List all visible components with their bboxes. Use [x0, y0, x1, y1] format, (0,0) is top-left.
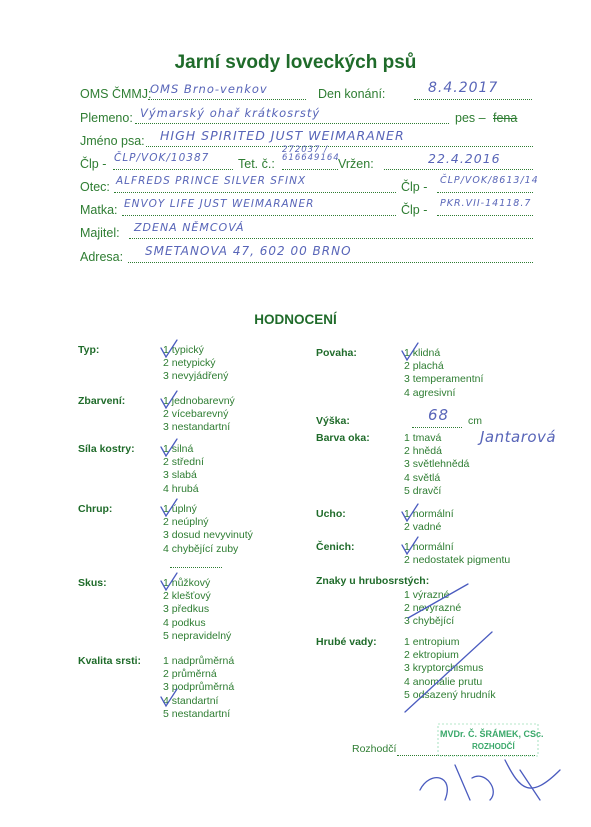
- name-label: Jméno psa:: [80, 134, 145, 148]
- eye-color-note: Jantarová: [480, 428, 557, 446]
- option[interactable]: 3 slabá: [163, 469, 197, 482]
- option[interactable]: 4 chybějící zuby: [163, 542, 239, 555]
- option[interactable]: 1 normální: [404, 508, 454, 520]
- option[interactable]: 5 nestandartní: [163, 707, 231, 720]
- clp-value: ČLP/VOK/10387: [114, 152, 210, 164]
- srst-label: Kvalita srsti:: [78, 655, 142, 667]
- option[interactable]: 1 jednobarevný: [163, 395, 235, 407]
- option[interactable]: 2 střední: [163, 456, 204, 469]
- option[interactable]: 4 anomálie prutu: [404, 675, 483, 688]
- signature: [420, 760, 560, 800]
- option[interactable]: 2 klešťový: [163, 590, 211, 603]
- check-mark-icon: [161, 689, 177, 706]
- option[interactable]: 1 normální: [404, 541, 454, 553]
- father-clp-label: Člp -: [401, 180, 428, 194]
- form-title: Jarní svody loveckých psů: [174, 52, 417, 73]
- address-value: SMETANOVA 47, 602 00 BRNO: [145, 244, 352, 258]
- option[interactable]: 1 tmavá: [404, 432, 442, 444]
- option[interactable]: 4 standartní: [163, 694, 219, 707]
- typ-label: Typ:: [78, 344, 100, 356]
- father-value: ALFREDS PRINCE SILVER SFINX: [116, 175, 307, 187]
- option[interactable]: 4 podkus: [163, 616, 206, 629]
- judge-stamp-title: ROZHODČÍ: [472, 742, 515, 751]
- option[interactable]: 3 nestandartní: [163, 421, 231, 434]
- section-title: HODNOCENÍ: [254, 312, 337, 327]
- skus-label: Skus:: [78, 577, 107, 589]
- cenich-label: Čenich:: [316, 541, 355, 553]
- breed-value: Výmarský ohař krátkosrstý: [140, 106, 321, 120]
- stamp-box: [438, 724, 538, 756]
- option[interactable]: 3 světlehnědá: [404, 458, 470, 471]
- tet-label: Tet. č.:: [238, 157, 275, 171]
- mother-value: ENVOY LIFE JUST WEIMARANER: [124, 198, 315, 210]
- father-clp-value: ČLP/VOK/8613/14: [440, 175, 539, 186]
- vady-label: Hrubé vady:: [316, 636, 377, 648]
- check-mark-icon: [161, 573, 177, 590]
- date-label: Den konání:: [318, 87, 386, 101]
- check-mark-icon: [161, 391, 177, 408]
- mother-clp-label: Člp -: [401, 203, 428, 217]
- option[interactable]: 2 ektropium: [404, 649, 459, 662]
- option[interactable]: 2 nedostatek pigmentu: [404, 554, 511, 567]
- check-mark-icon: [161, 499, 177, 516]
- judge-label: Rozhodčí: [352, 743, 397, 755]
- option[interactable]: 2 nevýrazné: [404, 602, 462, 615]
- fena-label: fena: [493, 111, 518, 125]
- option[interactable]: 1 entropium: [404, 636, 460, 648]
- option[interactable]: 2 hnědá: [404, 445, 442, 458]
- whelped-value: 22.4.2016: [428, 151, 501, 166]
- option[interactable]: 4 světlá: [404, 471, 441, 484]
- father-label: Otec:: [80, 180, 110, 194]
- vyska-label: Výška:: [316, 415, 350, 427]
- mother-label: Matka:: [80, 203, 118, 217]
- option[interactable]: 3 předkus: [163, 603, 210, 616]
- check-mark-icon: [402, 537, 418, 554]
- option[interactable]: 3 nevyjádřený: [163, 370, 229, 383]
- check-mark-icon: [402, 504, 418, 521]
- option[interactable]: 1 úplný: [163, 503, 197, 515]
- option[interactable]: 2 vadné: [404, 521, 442, 534]
- option[interactable]: 1 silná: [163, 443, 194, 455]
- option[interactable]: 3 kryptorchismus: [404, 662, 484, 675]
- option[interactable]: 4 agresivní: [404, 386, 456, 399]
- whelped-label: Vržen:: [338, 157, 374, 171]
- option[interactable]: 3 chybějící: [404, 615, 455, 628]
- judge-stamp-name: MVDr. Č. ŠRÁMEK, CSc.: [440, 729, 544, 739]
- option[interactable]: 5 nepravidelný: [163, 629, 232, 642]
- option[interactable]: 2 plachá: [404, 360, 444, 373]
- breed-label: Plemeno:: [80, 111, 133, 125]
- povaha-label: Povaha:: [316, 347, 357, 359]
- name-value: HIGH SPIRITED JUST WEIMARANER: [160, 128, 405, 143]
- oko-label: Barva oka:: [316, 432, 370, 444]
- check-mark-icon: [161, 340, 177, 357]
- address-label: Adresa:: [80, 250, 124, 264]
- owner-value: ZDENA NĚMCOVÁ: [134, 221, 245, 234]
- vyska-value: 68: [428, 406, 450, 424]
- pes-label: pes –: [455, 111, 486, 125]
- option[interactable]: 2 netypický: [163, 357, 216, 370]
- option[interactable]: 1 typický: [163, 344, 204, 356]
- option[interactable]: 1 klidná: [404, 347, 441, 359]
- ucho-label: Ucho:: [316, 508, 346, 520]
- mother-clp-value: PKR.VII-14118.7: [440, 198, 532, 209]
- kostra-label: Síla kostry:: [78, 443, 135, 455]
- option[interactable]: 3 dosud nevyvinutý: [163, 529, 253, 542]
- option[interactable]: 2 neúplný: [163, 516, 209, 529]
- option[interactable]: 3 temperamentní: [404, 373, 484, 386]
- hrubost-label: Znaky u hrubosrstých:: [316, 575, 430, 587]
- vyska-unit: cm: [468, 415, 482, 427]
- chrup-label: Chrup:: [78, 503, 113, 515]
- date-value: 8.4.2017: [428, 80, 499, 96]
- check-mark-icon: [402, 343, 418, 360]
- clp-label: Člp -: [80, 157, 107, 171]
- owner-label: Majitel:: [80, 226, 120, 240]
- option[interactable]: 1 nůžkový: [163, 577, 211, 589]
- oms-label: OMS ČMMJ:: [80, 87, 152, 101]
- option[interactable]: 1 výrazné: [404, 589, 450, 601]
- strike-line: [405, 632, 492, 712]
- option[interactable]: 4 hrubá: [163, 482, 199, 495]
- option[interactable]: 5 odsazený hrudník: [404, 688, 496, 701]
- option[interactable]: 2 vícebarevný: [163, 408, 229, 421]
- option[interactable]: 3 podprůměrná: [163, 681, 235, 694]
- strike-line: [408, 584, 468, 618]
- option[interactable]: 2 průměrná: [163, 668, 217, 681]
- oms-value: OMS Brno-venkov: [150, 82, 268, 96]
- option[interactable]: 5 dravčí: [404, 484, 442, 497]
- option[interactable]: 1 nadprůměrná: [163, 655, 235, 667]
- tet-value: 272037 / 616649164: [282, 145, 340, 163]
- zbarveni-label: Zbarvení:: [78, 395, 126, 407]
- check-mark-icon: [161, 439, 177, 456]
